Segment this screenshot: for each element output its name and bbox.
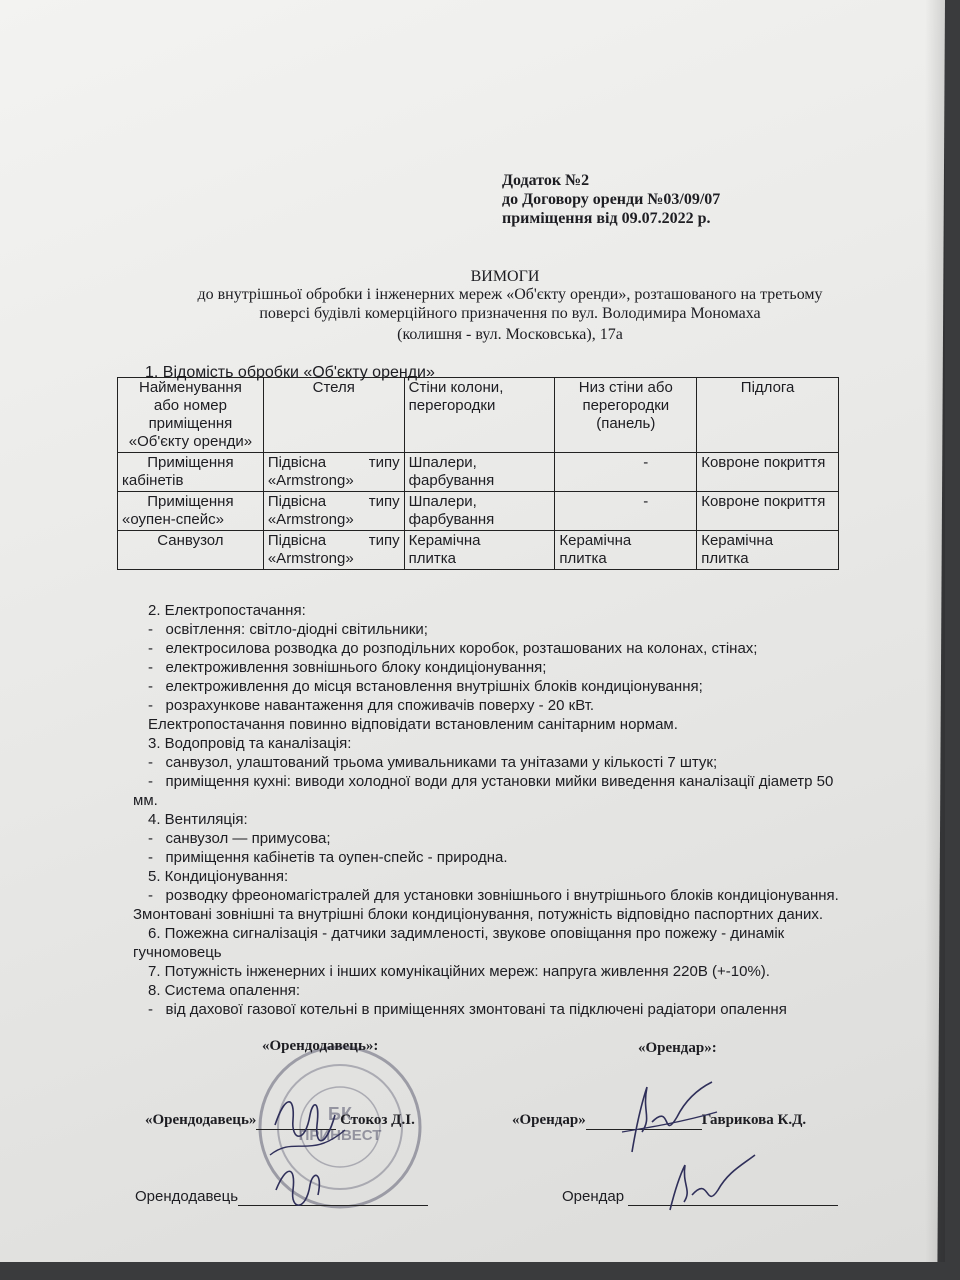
list-item: - освітлення: світло-діодні світильники;	[148, 621, 428, 638]
page-fold-shadow	[925, 0, 945, 1262]
cell-room: Санвузол	[118, 531, 264, 570]
cell-walls: Шпалери, фарбування	[404, 492, 555, 531]
annex-number: Додаток №2	[502, 172, 590, 189]
header-walls: Стіни колони, перегородки	[404, 378, 555, 453]
list-item: - електросилова розводка до розподільних коробок, розташованих на колонах, стінах;	[148, 640, 758, 657]
subtitle-line-2: поверсі будівлі комерційного призначення по вул. Володимира Мономаха	[259, 305, 761, 322]
list-item: - приміщення кухні: виводи холодної води для установки мийки виведення каналізації діаметр 50	[148, 773, 834, 790]
tenant-handwritten-signature	[612, 1072, 722, 1162]
stamp-top-text: БК	[328, 1104, 352, 1124]
cell-ceiling: Підвісна типу «Armstrong»	[263, 531, 404, 570]
landlord-signature-line: «Орендодавець» Стокоз Д.І.	[145, 1112, 415, 1128]
list-item: - розводку фреономагістралей для установки зовнішнього і внутрішнього блоків кондиціонування.	[148, 887, 839, 904]
cell-panel: Керамічна плитка	[555, 531, 697, 570]
section-5-title: 5. Кондиціонування:	[148, 868, 289, 885]
contract-reference: до Договору оренди №03/09/07	[502, 191, 721, 208]
finishing-table	[117, 377, 839, 570]
table-row	[118, 531, 839, 570]
landlord-handwritten-signature-2	[268, 1160, 338, 1220]
cell-room: Приміщення «оупен-спейс»	[118, 492, 264, 531]
contract-date: приміщення від 09.07.2022 р.	[502, 210, 711, 227]
cell-floor: Ковроне покриття	[697, 453, 839, 492]
subtitle-line-3: (колишня - вул. Московська), 17а	[397, 326, 623, 343]
tenant-signature-line: «Орендар» Гаврикова К.Д.	[512, 1112, 807, 1128]
subtitle-line-1: до внутрішньої обробки і інженерних мереж «Об'єкту оренди», розташованого на третьому	[197, 286, 823, 303]
table-row	[118, 453, 839, 492]
section-6-continuation: гучномовець	[133, 944, 222, 961]
tenant-heading: «Орендар»:	[638, 1040, 717, 1056]
header-ceiling: Стеля	[263, 378, 404, 453]
section-8-title: 8. Система опалення:	[148, 982, 301, 999]
cell-panel: -	[555, 453, 697, 492]
section-2-title: 2. Електропостачання:	[148, 602, 306, 619]
cell-walls: Шпалери, фарбування	[404, 453, 555, 492]
list-item: - електроживлення зовнішнього блоку кондиціонування;	[148, 659, 547, 676]
landlord-plain-line: Орендодавець	[135, 1188, 428, 1206]
landlord-handwritten-signature	[265, 1085, 355, 1165]
cell-walls: Керамічна плитка	[404, 531, 555, 570]
section-3-title: 3. Водопровід та каналізація:	[148, 735, 352, 752]
stamp-middle-text: ПРИНВЕСТ	[298, 1127, 382, 1144]
section-1-title: 1. Відомість обробки «Об'єкту оренди»	[145, 364, 435, 381]
header-floor: Підлога	[697, 378, 839, 453]
tenant-plain-line: Орендар	[562, 1188, 838, 1206]
list-item: - приміщення кабінетів та оупен-спейс - природна.	[148, 849, 508, 866]
list-item: - санвузол, улаштований трьома умивальниками та унітазами у кількості 7 штук;	[148, 754, 718, 771]
list-item: - електроживлення до місця встановлення внутрішніх блоків кондиціонування;	[148, 678, 703, 695]
cell-panel: -	[555, 492, 697, 531]
header-panel: Низ стіни або перегородки (панель)	[555, 378, 697, 453]
section-4-title: 4. Вентиляція:	[148, 811, 248, 828]
cell-floor: Ковроне покриття	[697, 492, 839, 531]
header-room: Найменування або номер приміщення «Об'єкту оренди»	[118, 378, 264, 453]
tenant-handwritten-signature-2	[660, 1150, 770, 1220]
section-2-note: Електропостачання повинно відповідати встановленим санітарним нормам.	[148, 716, 678, 733]
cell-ceiling: Підвісна типу «Armstrong»	[263, 492, 404, 531]
list-item: - санвузол — примусова;	[148, 830, 331, 847]
cell-ceiling: Підвісна типу «Armstrong»	[263, 453, 404, 492]
list-item: - розрахункове навантаження для споживачів поверху - 20 кВт.	[148, 697, 595, 714]
list-item-continuation: мм.	[133, 792, 158, 809]
section-7: 7. Потужність інженерних і інших комунікаційних мереж: напруга живлення 220В (+-10%).	[148, 963, 770, 980]
list-item: - від дахової газової котельні в приміщеннях змонтовані та підключені радіатори опалення	[148, 1001, 787, 1018]
list-item-continuation: Змонтовані зовнішні та внутрішні блоки кондиціонування, потужність відповідно паспортних даних.	[133, 906, 824, 923]
landlord-heading: «Орендодавець»:	[262, 1038, 379, 1054]
table-header-row	[118, 378, 839, 453]
table-row	[118, 492, 839, 531]
section-6: 6. Пожежна сигналізація - датчики задимленості, звукове оповіщання про пожежу - динамік	[148, 925, 785, 942]
cell-room: Приміщення кабінетів	[118, 453, 264, 492]
document-title: ВИМОГИ	[470, 268, 540, 285]
cell-floor: Керамічна плитка	[697, 531, 839, 570]
